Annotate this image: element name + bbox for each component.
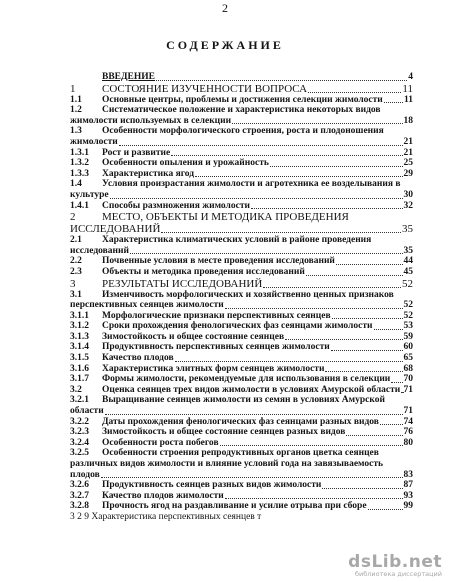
toc-entry [70, 105, 413, 116]
toc-entry-page: 59 [403, 331, 413, 342]
toc-entry-page: 60 [403, 342, 413, 353]
toc-entry-title: Выращивание сеянцев жимолости из семян в условиях Амурской [102, 395, 385, 406]
toc-entry-title: МЕСТО, ОБЪЕКТЫ И МЕТОДИКА ПРОВЕДЕНИЯ [102, 211, 349, 224]
toc-entry [70, 385, 413, 396]
toc-entry-number: 1.1 [70, 94, 82, 105]
toc-entry-page: 45 [403, 266, 413, 277]
dot-leader [380, 423, 403, 425]
toc-entry [70, 427, 413, 438]
toc-entry-title: Качество плодов жимолости [102, 490, 224, 501]
toc-entry-continuation [70, 190, 413, 201]
toc-entry [70, 491, 413, 502]
dot-leader [322, 487, 402, 489]
toc-entry-title-continuation: ИССЛЕДОВАНИЙ [70, 223, 161, 236]
toc-entry-page: 4 [408, 72, 413, 82]
toc-entry-number: 2.1 [70, 235, 82, 246]
toc-entry [70, 179, 413, 190]
toc-entry-page: 25 [403, 158, 413, 169]
toc-entry-title: Характеристика элитных форм сеянцев жимолости [102, 363, 325, 374]
toc-entry-number: 3.1 [70, 289, 82, 300]
toc-entry-number: 3.1.6 [70, 363, 89, 374]
table-of-contents [70, 72, 413, 523]
toc-entry-title: Изменчивость морфологических и хозяйственно ценных признаков [102, 289, 394, 300]
toc-entry-number: 3.2.2 [70, 416, 89, 427]
toc-entry-page: 93 [403, 490, 413, 501]
toc-entry-page: 74 [403, 416, 413, 427]
dot-leader [325, 370, 402, 372]
toc-entry-page: 71 [403, 384, 413, 395]
toc-entry [70, 278, 413, 290]
toc-entry [70, 342, 413, 353]
toc-entry-title: Зимостойкость и общее состояние сеянцев [102, 331, 285, 342]
toc-entry-title-continuation: перспективных сеянцев жимолости [70, 300, 224, 311]
toc-entry-title-continuation: культуре [70, 189, 109, 200]
toc-entry-title-continuation: жимолости [70, 136, 118, 147]
toc-entry-page: 83 [403, 469, 413, 480]
toc-entry-continuation [70, 116, 413, 127]
toc-entry-number: 1.2 [70, 105, 82, 116]
toc-entry-page: 53 [403, 321, 413, 332]
toc-entry-number: 1 [70, 82, 76, 95]
toc-entry-title: Условия произрастания жимолости и агротехника ее возделывания в [102, 179, 401, 190]
dot-leader [401, 391, 402, 393]
dot-leader [105, 413, 403, 415]
toc-entry-page: 29 [403, 168, 413, 179]
dot-leader [161, 231, 401, 233]
toc-entry-number: 1.4 [70, 179, 82, 190]
toc-entry-number: 1.3 [70, 126, 82, 137]
toc-entry-title: Особенности опыления и урожайность [102, 158, 269, 169]
toc-entry-title-continuation: различных видов жимолости и влияние условий года на завязываемость [70, 459, 384, 469]
dot-leader [285, 338, 402, 340]
toc-entry-title-continuation: плодов [70, 469, 100, 480]
toc-entry-number: 3.2.1 [70, 395, 89, 406]
toc-entry [70, 501, 413, 512]
toc-entry [70, 290, 413, 301]
toc-entry-title: Способы размножения жимолости [102, 200, 250, 211]
toc-entry-page: 99 [403, 501, 413, 512]
toc-entry-page: 18 [403, 115, 413, 126]
dot-leader [225, 497, 403, 499]
toc-entry-page: 76 [403, 427, 413, 438]
dot-leader [331, 349, 403, 351]
dot-leader [270, 165, 403, 167]
toc-entry [70, 126, 413, 137]
dot-leader [119, 144, 403, 146]
toc-entry [70, 267, 413, 278]
dot-leader [171, 154, 402, 156]
dot-leader [195, 175, 402, 177]
toc-entry-number: 1.4.1 [70, 200, 89, 211]
toc-entry-continuation [70, 459, 413, 470]
toc-entry-page: 32 [403, 200, 413, 211]
watermark-caption: библиотека диссертаций [355, 570, 442, 578]
toc-entry [70, 417, 413, 428]
toc-entry-title: Продуктивность перспективных сеянцев жимолости [102, 342, 330, 353]
toc-entry-number: 3.2.8 [70, 501, 89, 512]
toc-entry-title: Оценка сеянцев трех видов жимолости в условиях Амурской области [102, 384, 401, 395]
toc-entry [70, 353, 413, 364]
toc-entry-number: 3.2.3 [70, 427, 89, 438]
toc-entry-number: 2.2 [70, 256, 82, 267]
dot-leader [175, 360, 403, 362]
dot-leader [368, 508, 403, 510]
toc-entry-title: Особенности морфологического строения, роста и плодоношения [102, 126, 384, 137]
toc-entry-page: 87 [403, 480, 413, 491]
dot-leader [384, 101, 403, 103]
toc-entry-number: 2 [70, 211, 76, 224]
toc-entry-title: Прочность ягод на раздавливание и усилие отрыва при сборе [102, 501, 367, 512]
toc-entry-number: 1.3.2 [70, 158, 89, 169]
dot-leader [225, 307, 403, 309]
toc-last-line: 3 2 9 Характеристика перспективных сеянцев т [70, 511, 262, 522]
toc-entry [70, 364, 413, 375]
toc-entry-number: 2.3 [70, 266, 82, 277]
toc-entry-title: Особенности роста побегов [102, 437, 219, 448]
toc-entry-page: 44 [403, 256, 413, 267]
toc-entry [70, 332, 413, 343]
dot-leader [232, 122, 402, 124]
toc-entry-number: 3.2 [70, 384, 82, 395]
toc-entry-number: 3.1.4 [70, 342, 89, 353]
toc-entry-title: Качество плодов [102, 353, 174, 364]
toc-entry-page: 68 [403, 363, 413, 374]
toc-entry-page: 52 [402, 277, 413, 290]
toc-entry-title: Особенности строения репродуктивных органов цветка сеянцев [102, 448, 379, 459]
toc-entry-continuation [70, 246, 413, 257]
toc-entry [70, 83, 413, 95]
toc-entry-number: 3.2.5 [70, 448, 89, 459]
toc-entry-number: 3.2.4 [70, 437, 89, 448]
toc-entry [70, 480, 413, 491]
toc-entry-title: Формы жимолости, рекомендуемые для использования в селекции [102, 374, 391, 385]
dot-leader [263, 286, 401, 288]
dot-leader [220, 444, 403, 446]
toc-entry-title: Зимостойкость и общее состояние сеянцев разных видов [102, 427, 346, 438]
toc-entry-title-continuation: области [70, 406, 104, 417]
toc-entry [70, 438, 413, 449]
toc-entry-number: 3.2.6 [70, 480, 89, 491]
dot-leader [110, 197, 403, 199]
toc-entry [70, 72, 413, 83]
dot-leader [251, 207, 403, 209]
toc-entry-title: РЕЗУЛЬТАТЫ ИССЛЕДОВАНИЙ [102, 277, 263, 290]
toc-entry [70, 374, 413, 385]
toc-entry-continuation [70, 300, 413, 311]
toc-entry-title: Рост и развитие [102, 147, 171, 158]
toc-entry-continuation [70, 223, 413, 235]
toc-entry-page: 70 [403, 374, 413, 385]
toc-entry-continuation [70, 137, 413, 148]
toc-entry-page: 52 [403, 310, 413, 321]
toc-entry [70, 201, 413, 212]
dot-leader [306, 274, 403, 276]
toc-entry-page: 52 [403, 300, 413, 311]
toc-entry-number: 3.1.3 [70, 331, 89, 342]
toc-entry [70, 169, 413, 180]
toc-entry-page: 35 [402, 223, 413, 236]
toc-entry [70, 95, 413, 106]
toc-entry-page: 65 [403, 353, 413, 364]
toc-entry-title: Даты прохождения фенологических фаз сеянцами разных видов [102, 416, 379, 427]
toc-entry-continuation [70, 406, 413, 417]
toc-entry-page: 11 [402, 82, 413, 95]
toc-entry-page: 80 [403, 437, 413, 448]
toc-entry-title-continuation: исследований [70, 245, 129, 256]
toc-entry-title: Сроки прохождения фенологических фаз сеянцами жимолости [102, 321, 373, 332]
toc-entry [70, 211, 413, 223]
toc-entry-title-continuation: жимолости используемых в селекции [70, 115, 232, 126]
toc-entry-title: Основные центры, проблемы и достижения селекции жимолости [102, 94, 383, 105]
toc-entry-page: 11 [404, 94, 413, 105]
toc-entry [70, 321, 413, 332]
toc-entry [70, 158, 413, 169]
toc-entry [70, 235, 413, 246]
toc-entry-title: СОСТОЯНИЕ ИЗУЧЕННОСТИ ВОПРОСА [102, 82, 308, 95]
toc-entry [70, 148, 413, 159]
page-title: СОДЕРЖАНИЕ [166, 38, 284, 52]
toc-entry-title: Продуктивность сеянцев разных видов жимолости [102, 480, 322, 491]
page-number: 2 [222, 1, 228, 15]
dot-leader [336, 263, 403, 265]
toc-entry [70, 448, 413, 459]
toc-entry-title: Морфологические признаки перспективных сеянцев [102, 310, 331, 321]
dot-leader [308, 91, 401, 93]
toc-entry-page: 30 [403, 189, 413, 200]
toc-entry-title: Характеристика климатических условий в районе проведения [102, 235, 372, 246]
dot-leader [332, 317, 403, 319]
toc-entry [70, 256, 413, 267]
toc-entry [70, 395, 413, 406]
toc-entry-title: Характеристика ягод [102, 168, 195, 179]
toc-entry-title: Систематическое положение и характеристика некоторых видов [102, 105, 381, 116]
toc-entry-number: 3.2.7 [70, 490, 89, 501]
toc-entry-number: 1.3.1 [70, 147, 89, 158]
dot-leader [156, 79, 407, 81]
dot-leader [391, 381, 402, 383]
watermark-logo: dsLib.net [348, 552, 442, 572]
toc-entry-number: 3.1.2 [70, 321, 89, 332]
toc-entry [70, 311, 413, 322]
toc-entry-number: 3 [70, 277, 76, 290]
dot-leader [374, 328, 403, 330]
toc-entry-number: 1.3.3 [70, 168, 89, 179]
toc-entry-title: ВВЕДЕНИЕ [102, 72, 155, 82]
toc-entry-number: 3.1.1 [70, 310, 89, 321]
toc-entry-page: 71 [403, 406, 413, 417]
dot-leader [101, 476, 403, 478]
toc-entry-page: 35 [403, 245, 413, 256]
toc-entry-number: 3.1.7 [70, 374, 89, 385]
toc-entry-title: Объекты и методика проведения исследований [102, 266, 305, 277]
toc-entry-page: 21 [403, 136, 413, 147]
toc-entry-continuation [70, 470, 413, 481]
dot-leader [346, 434, 402, 436]
watermark [320, 552, 442, 578]
toc-entry-title: Почвенные условия в месте проведения исследований [102, 256, 335, 267]
dot-leader [130, 252, 403, 254]
toc-entry-number: 3.1.5 [70, 353, 89, 364]
toc-entry-page: 21 [403, 147, 413, 158]
